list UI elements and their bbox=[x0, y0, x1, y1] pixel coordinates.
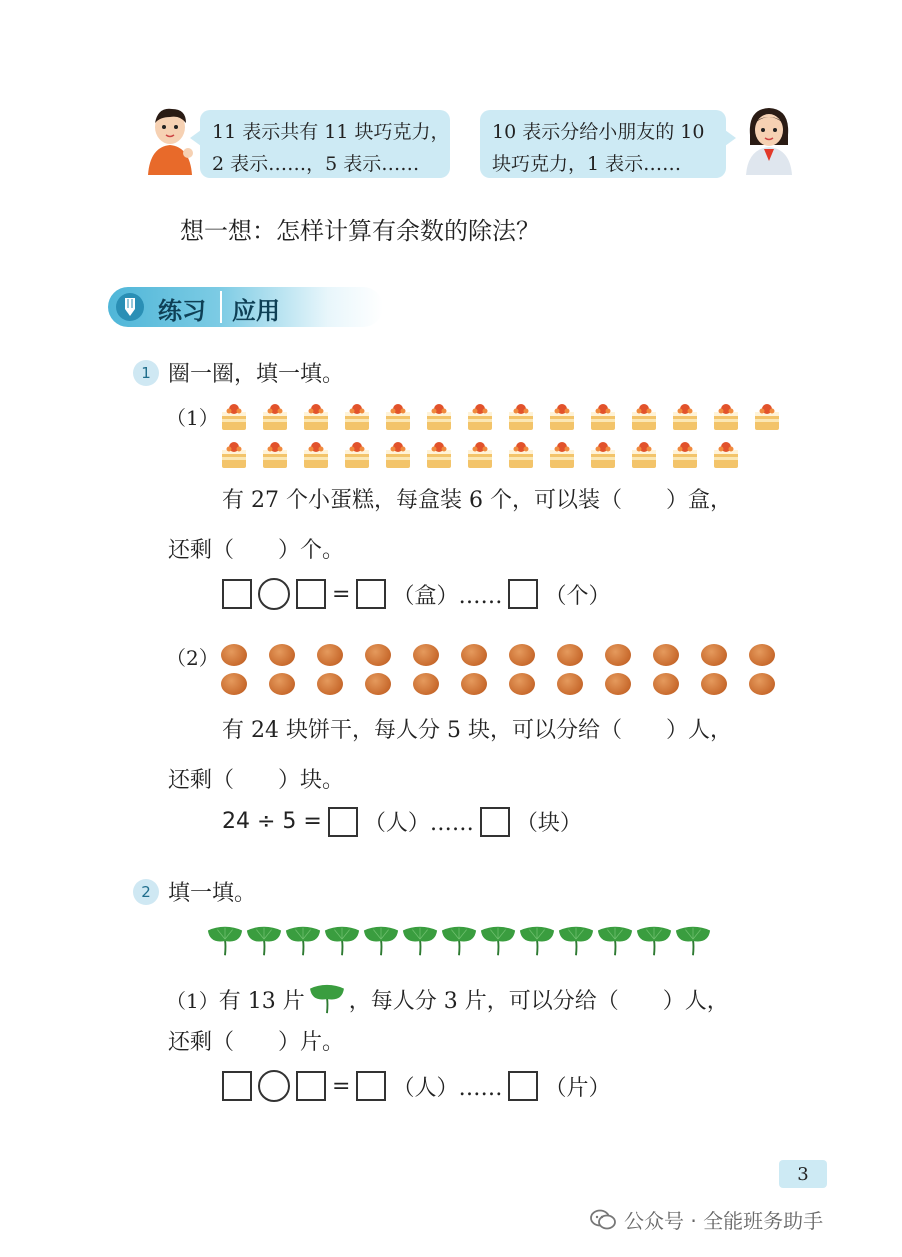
cookie-icon bbox=[749, 673, 775, 695]
cake-icon bbox=[712, 440, 740, 470]
ginkgo-leaf-icon bbox=[206, 924, 244, 958]
cookie-row-2 bbox=[221, 673, 797, 695]
cookie-icon bbox=[605, 644, 631, 666]
cookie-icon bbox=[653, 673, 679, 695]
answer-box-remainder[interactable] bbox=[480, 807, 510, 837]
ginkgo-leaf-icon bbox=[307, 983, 347, 1015]
q1-part1-line2: 还剩（ ）个。 bbox=[168, 538, 345, 563]
speech-bubble-right bbox=[480, 110, 726, 178]
cookie-icon bbox=[653, 644, 679, 666]
q2-title: 填一填。 bbox=[168, 881, 257, 906]
cookie-icon bbox=[317, 673, 343, 695]
cake-icon bbox=[384, 440, 412, 470]
cake-row-1 bbox=[220, 402, 794, 432]
q2-part1-line1 bbox=[166, 983, 729, 1015]
cake-icon bbox=[712, 402, 740, 432]
think-question: 想一想：怎样计算有余数的除法？ bbox=[180, 217, 540, 245]
q2-part1-text-a: 有 13 片 bbox=[218, 988, 305, 1014]
pencil-icon bbox=[116, 293, 144, 321]
girl-illustration bbox=[738, 105, 800, 175]
answer-box-remainder[interactable] bbox=[508, 579, 538, 609]
speech-bubble-left bbox=[200, 110, 450, 178]
wechat-icon bbox=[590, 1209, 616, 1231]
q1-part1-line1: 有 27 个小蛋糕，每盒装 6 个，可以装（ ）盒， bbox=[222, 488, 732, 513]
cake-icon bbox=[671, 402, 699, 432]
cookie-icon bbox=[221, 644, 247, 666]
cake-icon bbox=[753, 402, 781, 432]
cake-icon bbox=[425, 402, 453, 432]
cake-icon bbox=[302, 440, 330, 470]
answer-circle-operator[interactable] bbox=[258, 578, 290, 610]
unit-person-label: （人）…… bbox=[392, 1075, 503, 1101]
cake-icon bbox=[507, 402, 535, 432]
ginkgo-leaf-icon bbox=[245, 924, 283, 958]
q1-title: 圈一圈，填一填。 bbox=[168, 362, 345, 387]
bubble-left-line1: 11 表示共有 11 块巧克力， bbox=[212, 121, 450, 143]
q2-part1-label: （1） bbox=[166, 988, 219, 1013]
watermark bbox=[590, 1205, 823, 1234]
cake-icon bbox=[466, 440, 494, 470]
unit-person-label: （人）…… bbox=[363, 811, 474, 836]
q2-part1-text-b: ，每人分 3 片，可以分给（ ）人， bbox=[348, 988, 729, 1014]
answer-box-dividend[interactable] bbox=[222, 579, 252, 609]
cookie-icon bbox=[701, 644, 727, 666]
bubble-left-line2: 2 表示……，5 表示…… bbox=[212, 153, 420, 175]
bubble-right-line1: 10 表示分给小朋友的 10 bbox=[492, 121, 705, 143]
ginkgo-leaf-icon bbox=[440, 924, 478, 958]
section-header bbox=[108, 287, 388, 327]
equals-sign: = bbox=[332, 1073, 351, 1099]
ginkgo-leaf-icon bbox=[284, 924, 322, 958]
cake-icon bbox=[589, 440, 617, 470]
cookie-icon bbox=[269, 644, 295, 666]
ginkgo-leaf-icon bbox=[479, 924, 517, 958]
cookie-icon bbox=[749, 644, 775, 666]
cake-icon bbox=[343, 440, 371, 470]
answer-box-divisor[interactable] bbox=[296, 1071, 326, 1101]
ginkgo-leaf-icon bbox=[518, 924, 556, 958]
cake-icon bbox=[261, 440, 289, 470]
equation-prefix: 24 ÷ 5 = bbox=[222, 809, 322, 834]
ginkgo-leaf-icon bbox=[596, 924, 634, 958]
cookie-icon bbox=[269, 673, 295, 695]
cake-icon bbox=[261, 402, 289, 432]
ginkgo-leaf-row bbox=[206, 924, 713, 958]
q1-part1-label: （1） bbox=[166, 406, 219, 430]
cookie-icon bbox=[413, 644, 439, 666]
cookie-icon bbox=[557, 644, 583, 666]
ginkgo-leaf-icon bbox=[674, 924, 712, 958]
cake-icon bbox=[507, 440, 535, 470]
answer-box-quotient[interactable] bbox=[356, 1071, 386, 1101]
section-title-practice: 练习 bbox=[158, 297, 206, 325]
cake-icon bbox=[220, 402, 248, 432]
unit-leaf-label: （片） bbox=[544, 1075, 611, 1101]
cake-icon bbox=[302, 402, 330, 432]
question-number-2: 2 bbox=[133, 879, 159, 905]
cookie-icon bbox=[365, 644, 391, 666]
unit-box-label: （盒）…… bbox=[392, 583, 503, 609]
section-title-application: 应用 bbox=[232, 297, 280, 325]
cookie-icon bbox=[317, 644, 343, 666]
q1-part2-line2: 还剩（ ）块。 bbox=[168, 768, 345, 793]
unit-piece-label: （个） bbox=[544, 583, 611, 609]
answer-circle-operator[interactable] bbox=[258, 1070, 290, 1102]
cake-icon bbox=[671, 440, 699, 470]
cookie-icon bbox=[557, 673, 583, 695]
answer-box-quotient[interactable] bbox=[356, 579, 386, 609]
watermark-text: 公众号 · 全能班务助手 bbox=[624, 1209, 824, 1233]
answer-box-divisor[interactable] bbox=[296, 579, 326, 609]
cake-icon bbox=[343, 402, 371, 432]
cake-icon bbox=[425, 440, 453, 470]
q2-part1-line2: 还剩（ ）片。 bbox=[168, 1030, 345, 1055]
cookie-icon bbox=[509, 673, 535, 695]
cake-icon bbox=[548, 402, 576, 432]
cake-icon bbox=[630, 402, 658, 432]
q1-part2-equation bbox=[222, 806, 582, 837]
ginkgo-leaf-icon bbox=[323, 924, 361, 958]
cake-icon bbox=[548, 440, 576, 470]
answer-box-remainder[interactable] bbox=[508, 1071, 538, 1101]
cookie-icon bbox=[605, 673, 631, 695]
cookie-row-1 bbox=[221, 644, 797, 666]
cake-icon bbox=[589, 402, 617, 432]
q1-part2-label: （2） bbox=[166, 646, 219, 670]
cookie-icon bbox=[701, 673, 727, 695]
cookie-icon bbox=[413, 673, 439, 695]
answer-box-quotient[interactable] bbox=[328, 807, 358, 837]
cake-icon bbox=[220, 440, 248, 470]
answer-box-dividend[interactable] bbox=[222, 1071, 252, 1101]
q1-part1-equation bbox=[222, 578, 610, 610]
ginkgo-leaf-icon bbox=[635, 924, 673, 958]
q2-part1-equation bbox=[222, 1070, 610, 1102]
bubble-right-line2: 块巧克力，1 表示…… bbox=[492, 153, 682, 175]
cookie-icon bbox=[221, 673, 247, 695]
cake-icon bbox=[384, 402, 412, 432]
q1-part2-line1: 有 24 块饼干，每人分 5 块，可以分给（ ）人， bbox=[222, 718, 732, 743]
cookie-icon bbox=[461, 644, 487, 666]
equals-sign: = bbox=[332, 581, 351, 607]
ginkgo-leaf-icon bbox=[362, 924, 400, 958]
cookie-icon bbox=[509, 644, 535, 666]
cake-row-2 bbox=[220, 440, 753, 470]
cookie-icon bbox=[461, 673, 487, 695]
unit-piece-label: （块） bbox=[515, 811, 582, 836]
question-number-1: 1 bbox=[133, 360, 159, 386]
page-number: 3 bbox=[779, 1160, 827, 1188]
ginkgo-leaf-icon bbox=[401, 924, 439, 958]
cake-icon bbox=[630, 440, 658, 470]
cookie-icon bbox=[365, 673, 391, 695]
ginkgo-leaf-icon bbox=[557, 924, 595, 958]
cake-icon bbox=[466, 402, 494, 432]
